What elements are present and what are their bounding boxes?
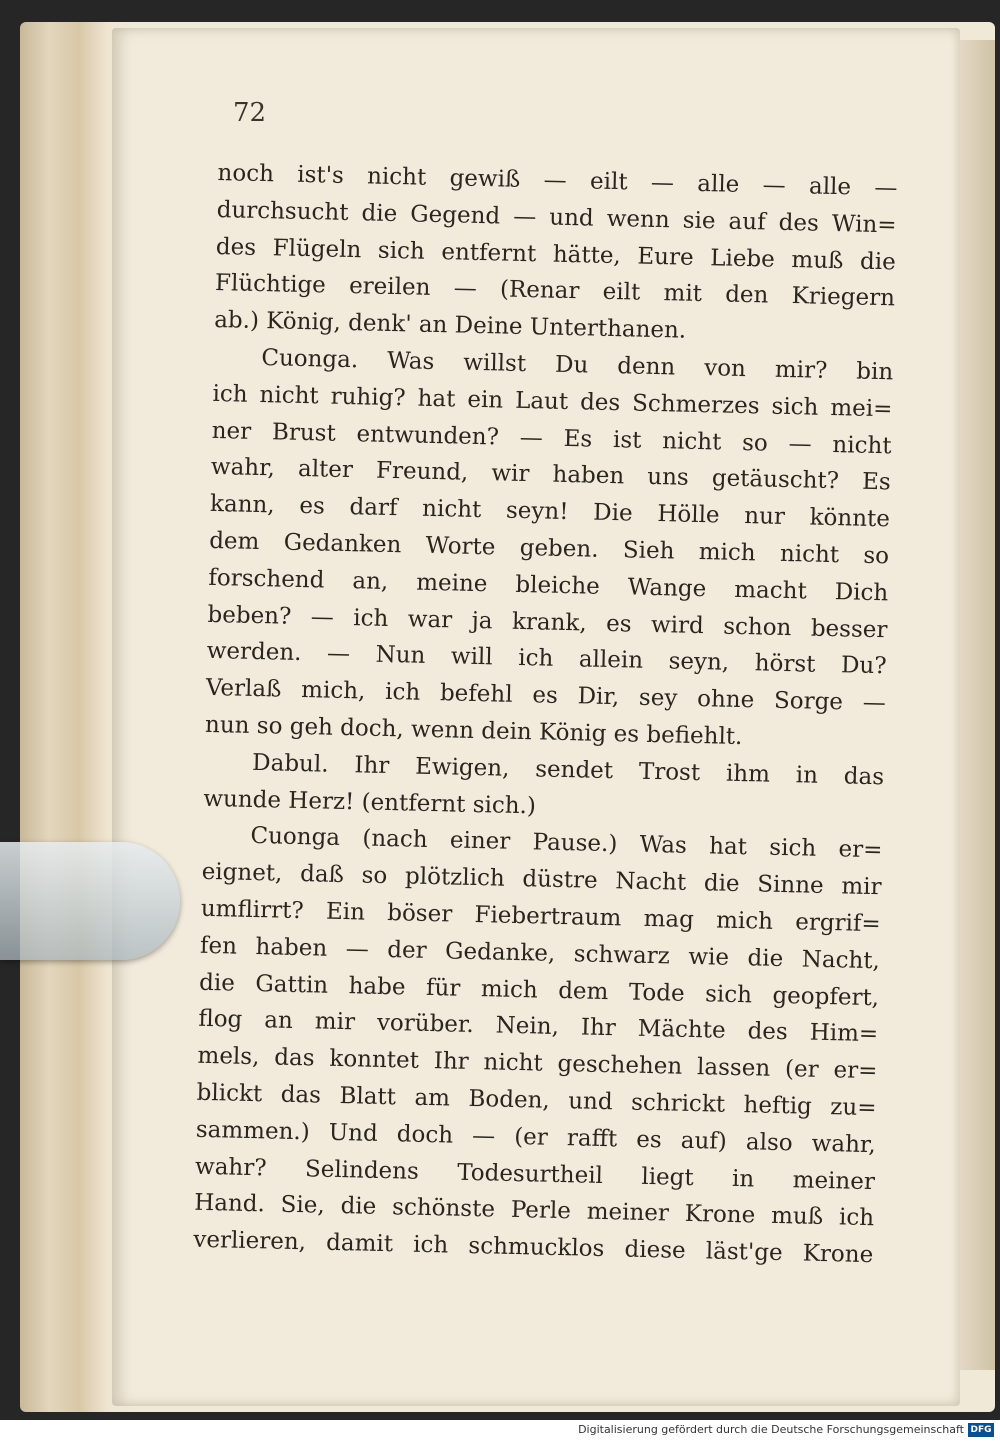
footer-credit: Digitalisierung gefördert durch die Deutsche Forschungsgemeinschaft <box>578 1423 964 1436</box>
text-line: eignet, daß so plötzlich düstre Nacht die Sinne mir <box>201 858 882 901</box>
text-line: wahr? Selindens Todesurtheil liegt in meiner <box>194 1153 876 1195</box>
text-line: noch ist's nicht gewiß — eilt — alle — alle — <box>217 159 898 202</box>
text-line: Cuonga. Was willst Du denn von mir? bin <box>261 345 894 386</box>
text-line: flog an mir vorüber. Nein, Ihr Mächte des Him= <box>198 1006 879 1048</box>
text-line: Verlaß mich, ich befehl es Dir, sey ohne Sorge — <box>205 675 887 717</box>
text-line: ab.) König, denk' an Deine Unterthanen. <box>213 307 687 344</box>
text-line: verlieren, damit ich schmucklos diese läst'ge Krone <box>193 1226 874 1269</box>
text-line: die Gattin habe für mich dem Tode sich geopfert, <box>198 969 880 1011</box>
text-line: des Flügeln sich entfernt hätte, Eure Liebe muß die <box>215 233 897 275</box>
dfg-logo-icon: DFG <box>968 1423 994 1437</box>
text-line: ner Brust entwunden? — Es ist nicht so — nicht <box>211 417 892 459</box>
text-line: mels, das konntet Ihr nicht geschehen lassen (er er= <box>197 1042 878 1085</box>
text-line: kann, es darf nicht seyn! Die Hölle nur könnte <box>209 491 891 533</box>
page-text <box>193 155 898 1274</box>
text-line: ich nicht ruhig? hat ein Laut des Schmerzes sich mei= <box>212 380 893 423</box>
footer-bar <box>0 1420 1000 1441</box>
text-line: werden. — Nun will ich allein seyn, hörst Du? <box>206 638 887 680</box>
text-line: dem Gedanken Worte geben. Sieh mich nicht so <box>208 527 890 570</box>
text-line: wunde Herz! (entfernt sich.) <box>203 785 537 819</box>
page-number: 72 <box>233 98 267 128</box>
text-line: wahr, alter Freund, wir haben uns getäuscht? Es <box>210 454 892 496</box>
text-line: blickt das Blatt am Boden, und schrickt heftig zu= <box>196 1079 877 1122</box>
facing-page-edge <box>955 40 995 1370</box>
text-line: Hand. Sie, die schönste Perle meiner Krone muß ich <box>193 1190 875 1232</box>
text-line: durchsucht die Gegend — und wenn sie auf des Win= <box>216 196 897 239</box>
text-line: sammen.) Und doch — (er rafft es auf) also wahr, <box>195 1116 877 1158</box>
text-line: Flüchtige ereilen — (Renar eilt mit den Kriegern <box>214 270 896 312</box>
text-line: fen haben — der Gedanke, schwarz wie die Nacht, <box>199 932 881 974</box>
text-line: beben? — ich war ja krank, es wird schon besser <box>207 601 888 643</box>
text-line: nun so geh doch, wenn dein König es befiehlt. <box>204 711 743 750</box>
text-line: umflirrt? Ein böser Fiebertraum mag mich ergrif= <box>200 895 882 938</box>
text-line: forschend an, meine bleiche Wange macht Dich <box>208 564 889 607</box>
text-line: Cuonga (nach einer Pause.) Was hat sich er= <box>250 823 883 864</box>
page-clip <box>0 842 180 960</box>
text-line: Dabul. Ihr Ewigen, sendet Trost ihm in das <box>251 749 885 791</box>
